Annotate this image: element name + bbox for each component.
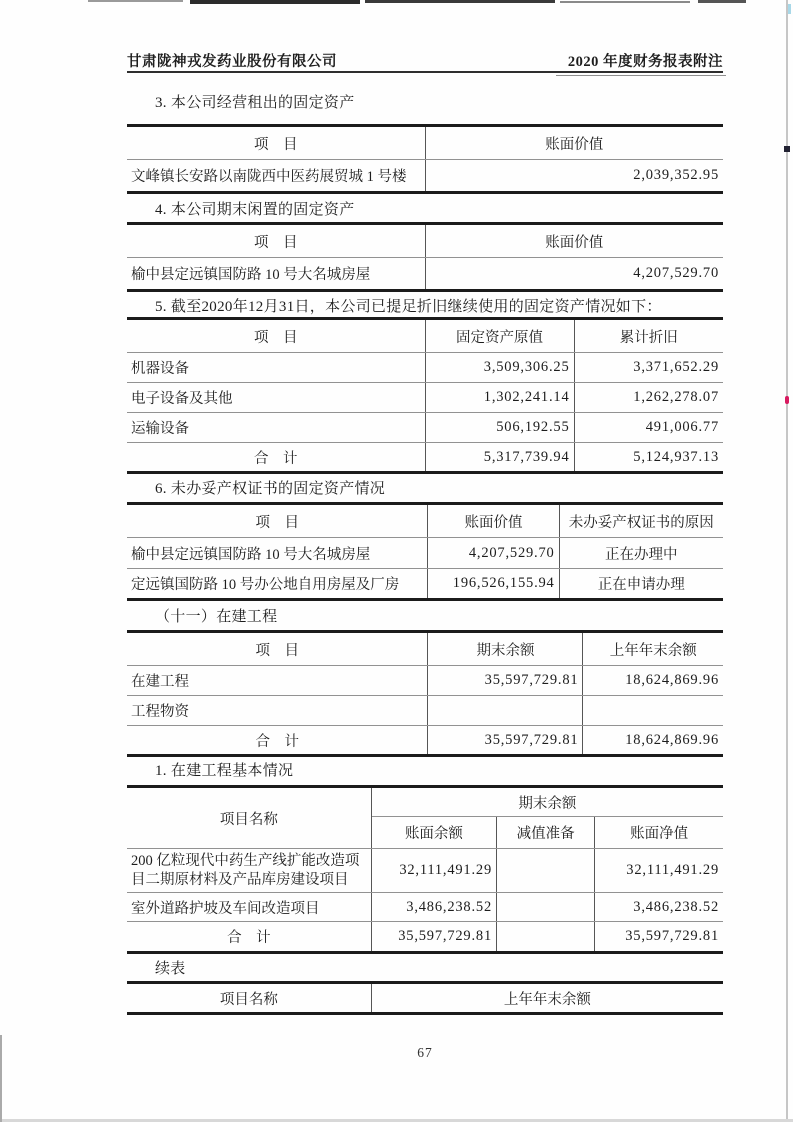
- cell-reason: 正在申请办理: [559, 569, 723, 600]
- col-header-reason: 未办妥产权证书的原因: [559, 504, 723, 538]
- cell-total-value: 18,624,869.96: [583, 726, 723, 756]
- table-idle-fixed-assets: [127, 222, 723, 292]
- cell-item: 文峰镇长安路以南陇西中医药展贸城 1 号楼: [131, 169, 407, 185]
- cell-value: 4,207,529.70: [425, 258, 723, 291]
- cell-project-name: 200 亿粒现代中药生产线扩能改造项目二期原材料及产品库房建设项目: [127, 849, 371, 893]
- table-row: [127, 160, 723, 193]
- cell-value: 35,597,729.81: [428, 666, 583, 696]
- scan-artifact: [0, 1035, 2, 1122]
- col-header-book-value: 账面价值: [428, 504, 559, 538]
- col-header-accumulated-depreciation: 累计折旧: [574, 319, 723, 353]
- cell-item: 运输设备: [127, 413, 425, 443]
- cell-item: 在建工程: [127, 666, 428, 696]
- col-header-closing-balance: 期末余额: [428, 632, 583, 666]
- table-row: [127, 569, 723, 600]
- cell-total-value: 35,597,729.81: [371, 922, 496, 953]
- table-row: [127, 258, 723, 291]
- scan-artifact: [560, 1, 690, 3]
- table-rented-fixed-assets: [127, 124, 723, 194]
- col-header-item: 项 目: [127, 224, 425, 258]
- col-header-item: 项 目: [127, 504, 428, 538]
- cell-item: 榆中县定远镇国防路 10 号大名城房屋: [131, 267, 371, 283]
- table-cip-detail: [127, 785, 723, 954]
- cell-total-label: 合 计: [255, 733, 299, 750]
- cell-value: 3,486,238.52: [595, 893, 723, 922]
- cell-total-label: 合 计: [254, 450, 298, 467]
- col-header-item: 项 目: [127, 126, 425, 160]
- scan-artifact: [190, 0, 360, 4]
- table-total-row: [127, 922, 723, 953]
- col-header-book-balance: 账面余额: [371, 817, 496, 849]
- cell-total-value: [497, 922, 595, 953]
- cell-total-value: 5,124,937.13: [574, 443, 723, 473]
- cell-value: 2,039,352.95: [425, 160, 723, 193]
- header-rule: [127, 71, 723, 73]
- table-assets-without-certificate: [127, 502, 723, 601]
- cell-item: 定远镇国防路 10 号办公地自用房屋及厂房: [131, 577, 400, 593]
- scan-artifact: [784, 146, 790, 152]
- cell-value: [497, 849, 595, 893]
- table-fully-depreciated-assets: [127, 317, 723, 474]
- scan-artifact: [786, 0, 788, 1122]
- table-row: [127, 893, 723, 922]
- cell-total-label: 合 计: [227, 930, 271, 946]
- cell-value: [583, 696, 723, 726]
- section-title-no-certificate: 6. 未办妥产权证书的固定资产情况: [155, 481, 386, 497]
- table-row: [127, 666, 723, 696]
- document-title: 2020 年度财务报表附注: [567, 54, 723, 70]
- col-header-project-name: 项目名称: [127, 983, 371, 1014]
- page-number: 67: [417, 1045, 433, 1060]
- col-header-item: 项 目: [127, 632, 428, 666]
- scan-artifact: [785, 396, 789, 404]
- section-title-continued-table: 续表: [155, 961, 186, 977]
- cell-value: [497, 893, 595, 922]
- section-title-cip-details: 1. 在建工程基本情况: [155, 763, 294, 779]
- scan-artifact: [788, 4, 791, 14]
- cell-value: [428, 696, 583, 726]
- cell-value: 1,302,241.14: [425, 383, 574, 413]
- cell-project-name: 室外道路护坡及车间改造项目: [127, 893, 371, 922]
- col-header-original-cost: 固定资产原值: [425, 319, 574, 353]
- page-header: [127, 50, 723, 71]
- col-header-item: 项 目: [127, 319, 425, 353]
- cell-value: 4,207,529.70: [428, 538, 559, 569]
- cell-item: 榆中县定远镇国防路 10 号大名城房屋: [127, 538, 428, 569]
- col-header-prior-year-balance: 上年年末余额: [583, 632, 723, 666]
- table-construction-in-progress: [127, 630, 723, 757]
- table-cip-detail-continued: [127, 981, 723, 1015]
- section-title-fully-depreciated: 5. 截至2020年12月31日，本公司已提足折旧继续使用的固定资产情况如下：: [155, 299, 662, 315]
- cell-value: 491,006.77: [574, 413, 723, 443]
- cell-value: 3,509,306.25: [425, 353, 574, 383]
- cell-total-value: 35,597,729.81: [595, 922, 723, 953]
- table-total-row: [127, 726, 723, 756]
- cell-total-value: 5,317,739.94: [425, 443, 574, 473]
- cell-value: 32,111,491.29: [595, 849, 723, 893]
- col-group-header-closing-balance: 期末余额: [371, 787, 723, 817]
- cell-total-value: 35,597,729.81: [428, 726, 583, 756]
- col-header-book-value: 账面价值: [425, 224, 723, 258]
- cell-value: 506,192.55: [425, 413, 574, 443]
- table-row: [127, 413, 723, 443]
- scan-artifact: [698, 0, 746, 3]
- cell-value: 1,262,278.07: [574, 383, 723, 413]
- section-title-construction-in-progress: （十一）在建工程: [155, 609, 278, 625]
- cell-item: 机器设备: [127, 353, 425, 383]
- section-title-idle-assets: 4. 本公司期末闲置的固定资产: [155, 202, 355, 218]
- table-row: [127, 353, 723, 383]
- table-row: [127, 538, 723, 569]
- cell-reason: 正在办理中: [559, 538, 723, 569]
- scan-artifact: [88, 0, 183, 2]
- document-body: [127, 84, 723, 1015]
- table-row: [127, 849, 723, 893]
- cell-value: 3,371,652.29: [574, 353, 723, 383]
- section-title-rented-assets: 3. 本公司经营租出的固定资产: [155, 95, 355, 111]
- col-header-prior-year-balance: 上年年末余额: [371, 983, 723, 1014]
- col-header-impairment-provision: 减值准备: [497, 817, 595, 849]
- scan-artifact: [365, 0, 555, 3]
- cell-value: 18,624,869.96: [583, 666, 723, 696]
- cell-value: 3,486,238.52: [371, 893, 496, 922]
- header-rule-secondary: [556, 75, 726, 76]
- col-header-project-name: 项目名称: [127, 787, 371, 849]
- table-row: [127, 383, 723, 413]
- col-header-book-value: 账面价值: [425, 126, 723, 160]
- table-total-row: [127, 443, 723, 473]
- col-header-net-book-value: 账面净值: [595, 817, 723, 849]
- cell-item: 电子设备及其他: [127, 383, 425, 413]
- cell-value: 32,111,491.29: [371, 849, 496, 893]
- cell-value: 196,526,155.94: [428, 569, 559, 600]
- company-name: 甘肃陇神戎发药业股份有限公司: [127, 54, 337, 70]
- cell-item: 工程物资: [127, 696, 428, 726]
- table-row: [127, 696, 723, 726]
